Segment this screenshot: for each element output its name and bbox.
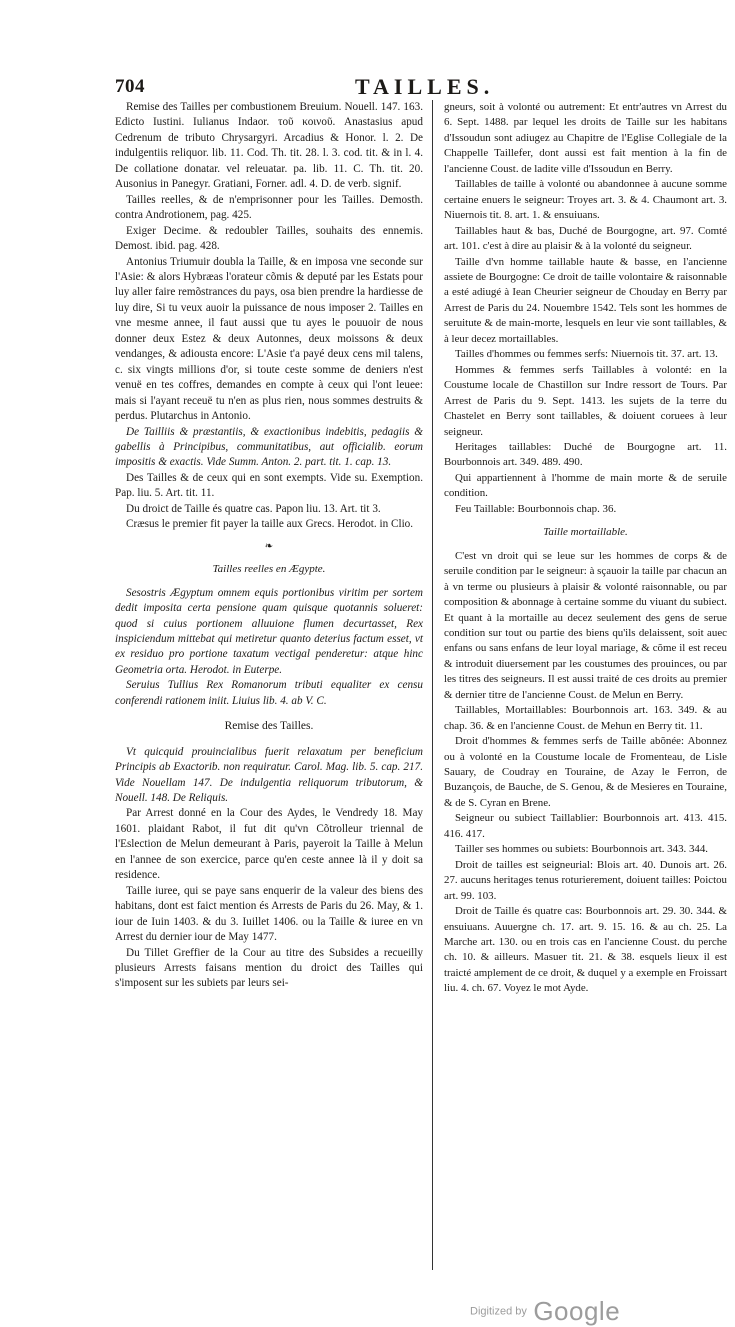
ornament-icon: ❧ <box>264 540 274 552</box>
paragraph: Remise des Tailles per combustionem Breuium. Nouell. 147. 163. Edicto Iustini. Iulianus Indaor. τοῦ κοινοῦ. Anastasius apud Cedrenum de tributo Chrysargyri. Arcadius & Honor. l. 2. De indulgentiis reliquor. lib. 11. Cod. Th. tit. 28. l. 3. cod. tit. & in l. 4. De collatione donatar. vel releuatar. pa. lib. 11. C. Th. tit. 20. Ausonius in Panegyr. Gratiani, Forner. adl. 4. D. de verb. signif. <box>115 101 423 191</box>
paragraph: Heritages taillables: Duché de Bourgogne art. 11. Bourbonnois art. 349. 489. 490. <box>444 440 727 469</box>
paragraph: Taillables de taille à volonté ou abandonnee à aucune somme certaine enuers le seigneur: Troyes art. 3. & 4. Chaumont art. 3. Niuernois tit. 8. art. 1. & ensuiuans. <box>444 178 727 222</box>
page-number: 704 <box>115 76 145 97</box>
paragraph: Hommes & femmes serfs Taillables à volonté: en la Coustume locale de Chastillon sur Indre ressort de Tours. Par Arrest de Paris du 9. Sept. 1413. les sujets de la terre du Chastelet en Berry sont taillables, & doiuent coruees à leur seigneur. <box>444 363 727 438</box>
paragraph: Du droict de Taille és quatre cas. Papon liu. 13. Art. tit 3. <box>126 502 381 515</box>
paragraph: Taillables, Mortaillables: Bourbonnois art. 163. 349. & au chap. 36. & en l'ancienne Coust. de Mehun en Berry tit. 11. <box>444 704 727 732</box>
paragraph: De Tailliis & præstantiis, & exactionibus indebitis, pedagiis & gabellis à Principibus, communitatibus, aut officialib. eorum impositis & exactis. Vide Summ. Anton. 2. part. tit. 1. cap. 13. <box>115 425 423 469</box>
paragraph: Des Tailles & de ceux qui en sont exempts. Vide su. Exemption. Pap. liu. 5. Art. tit. 11. <box>115 471 423 500</box>
paragraph: Cræsus le premier fit payer la taille aux Grecs. Herodot. in Clio. <box>126 518 414 531</box>
paragraph: Du Tillet Greffier de la Cour au titre des Subsides a recueilly plusieurs Arrests faisans mention du droict des Tailles qui s'imposent sur les subiets par leurs sei- <box>115 946 423 990</box>
section-heading: Taille mortaillable. <box>543 526 628 539</box>
column-divider <box>432 100 433 1270</box>
running-head: TAILLES. <box>355 74 495 99</box>
paragraph: Par Arrest donné en la Cour des Aydes, le Vendredy 18. May 1601. plaidant Rabot, il fut dit qu'vn Cõtrolleur triennal de l'Eslection de Melun demeurant à Paris, payeroit la Taille à Melun en l'annee de son exercice, parce qu'en ceste annee là il y doit sa residence. <box>115 807 423 882</box>
paragraph: Sesostris Ægyptum omnem equis portionibus viritim per sortem dedit imposita certa pensione quam quisque quotannis solueret: quod si cuius portionem alluuione flumen decurtasset, Rex inspiciendum mittebat qui metiretur quanto deterius factum esset, vt ex residuo pro portione taxatum vectigal penderetur: atque hinc Geometria orta. Herodot. in Euterpe. <box>115 586 423 676</box>
left-column <box>115 100 423 992</box>
paragraph: Droit d'hommes & femmes serfs de Taille abõnée: Abonnez ou à volonté en la Coustume locale de Fromenteau, de Lisle Sauary, de Coudray en Touraine, de Azay le Ferron, de Buzançois, de Bauche, de S. Genou, & de Mesieres en Touraine, & de S. Cyran en Brene. <box>444 735 727 809</box>
google-logo-text: Google <box>533 1296 621 1326</box>
paragraph: Exiger Decime. & redoubler Tailles, souhaits des ennemis. Demost. ibid. pag. 428. <box>115 224 423 253</box>
paragraph: Feu Taillable: Bourbonnois chap. 36. <box>455 502 617 515</box>
paragraph: Tailles d'hommes ou femmes serfs: Niuernois tit. 37. art. 13. <box>455 348 718 361</box>
paragraph: Droit de tailles est seigneurial: Blois art. 40. Dunois art. 26. 27. aucuns heritages tenus roturierement, doiuent tailles: Poictou art. 99. 103. <box>444 858 727 902</box>
paragraph: Taille iuree, qui se paye sans enquerir de la valeur des biens des habitans, dont est faict mention és Arrests de Paris du 26. May, & 1. iour de Iuin 1403. & du 3. Iuillet 1406. ou la Taille & iuree en vn Arrest du dernier iour de May 1477. <box>115 884 423 944</box>
digitized-by-watermark <box>470 1296 620 1327</box>
paragraph: gneurs, soit à volonté ou autrement: Et entr'autres vn Arrest du 6. Sept. 1488. par lequel les droits de Taille sur les habitans d'Issoudun sont adiugez au Chapitre de l'Eglise Collegiale de la Chappelle Taillefer, dont aussi est fait mention à la fin de l'ancienne Coust. de ladite ville d'Issoudun en Berry. <box>444 101 727 175</box>
paragraph: Droit de Taille és quatre cas: Bourbonnois art. 29. 30. 344. & ensuiuans. Auuergne ch. 17. art. 9. 15. 16. & au ch. 25. La Marche art. 130. ou en trois cas en l'ancienne Coust. du perche ch. 10. & ailleurs. Masuer tit. 21. & 38. esquels lieux il est traicté amplement de ce droit, & duquel y a exemple en Froissart liu. 4. ch. 67. Voyez le mot Ayde. <box>444 905 727 995</box>
paragraph: Taillables haut & bas, Duché de Bourgogne, art. 97. Comté art. 101. c'est à dire au plaisir & à la volonté du seigneur. <box>444 224 727 253</box>
paragraph: Antonius Triumuir doubla la Taille, & en imposa vne seconde sur l'Asie: & alors Hybræas l'orateur cõmis & deputé par les Estats pour luy aller faire remõstrances du pays, osa bien prendre la hardiesse de luy dire, Si tu veux auoir la puissance de nous imposer 2. Tailles en vne mesme annee, il faut aussi que tu ayes le pouuoir de nous donner deux Estez & deux Autonnes, deux moissons & deux vendanges, & adiousta encore: L'Asie t'a payé deux cens mil talens, c. six vingts millions d'or, si toute ceste somme de deniers n'est venuë en tes coffres, demandes en compte à ceux qui l'ont leuee: mais si l'ayant receuë tu n'en as plus rien, nous sommes destruits & perdus. Plutarchus in Antonio. <box>115 255 423 423</box>
paragraph: C'est vn droit qui se leue sur les hommes de corps & de seruile condition par le seigneur: à sçauoir la taille par chacun an à vn terme ou plusieurs à plaisir & volonté raisonnable, ou par composition & abonnage à certaine somme du viuant du subiect. Et quant à la mortaille au decez seulement des gens de serue condition sur tout ou partie des biens qu'ils delaissent, soit auec enfans ou sans enfans de leur loyal mariage, & cõme il est receu & introduit diuersement par les coustumes des prouinces, ou par les titres des seigneurs. Il est aussi traité de ces droits au premier & dernier titre de l'ancienne Coust. de Melun en Berry. <box>444 549 727 701</box>
paragraph: Seruius Tullius Rex Romanorum tributi equaliter ex censu conferendi rationem iniit. Liuius lib. 4. ab V. C. <box>115 679 423 707</box>
paragraph: Vt quicquid prouincialibus fuerit relaxatum per beneficium Principis ab Exactorib. non requiratur. Carol. Mag. lib. 5. cap. 217. Vide Nouellam 147. De indulgentia reliquorum tributorum, & Nouell. 148. De Reliquis. <box>115 745 423 805</box>
right-column <box>444 100 727 997</box>
paragraph: Tailler ses hommes ou subiets: Bourbonnois art. 343. 344. <box>455 843 709 856</box>
paragraph: Seigneur ou subiect Taillablier: Bourbonnois art. 413. 415. 416. 417. <box>444 812 727 840</box>
paragraph: Qui appartiennent à l'homme de main morte & de seruile condition. <box>444 471 727 500</box>
paragraph: Taille d'vn homme taillable haute & basse, en l'ancienne assiete de Bourgogne: Ce droit de taille volontaire & raisonnable a esté adiugé à Iean Cheurier seigneur de Chouday en Berry par Arrest de Paris du 24. Nouembre 1542. Tels sont les hommes de seruitute & de main-morte, lesquels en leur vie sont taillables, & à leur decez mortaillables. <box>444 255 727 345</box>
section-heading: Remise des Tailles. <box>224 720 314 733</box>
section-heading: Tailles reelles en Ægypte. <box>212 563 326 576</box>
watermark-prefix: Digitized by <box>470 1305 527 1318</box>
paragraph: Tailles reelles, & de n'emprisonner pour les Tailles. Demosth. contra Androtionem, pag. 425. <box>115 193 423 222</box>
